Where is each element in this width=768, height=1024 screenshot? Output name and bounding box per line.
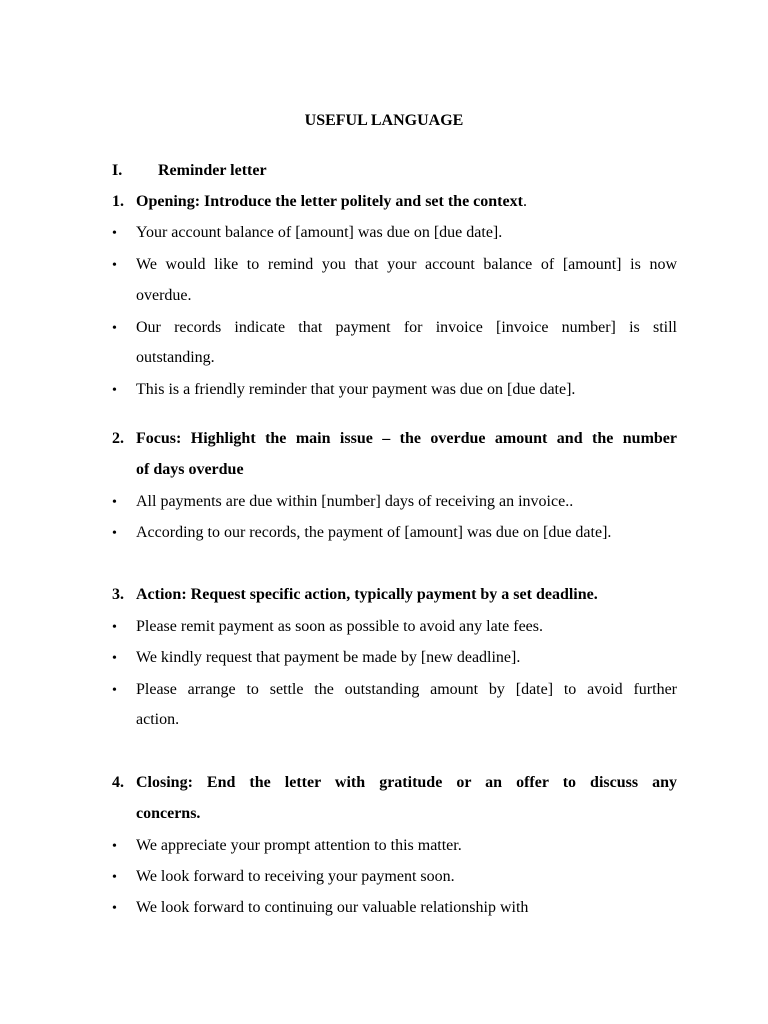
bullet-glyph: •	[112, 321, 117, 336]
item-heading-closing: Closing: End the letter with gratitude or an offer to discuss any	[136, 774, 677, 791]
list-item: We look forward to receiving your payment soon.	[136, 868, 455, 885]
bullet-glyph: •	[112, 839, 117, 854]
list-item: All payments are due within [number] days of receiving an invoice..	[136, 493, 574, 510]
opening-heading-text: Opening: Introduce the letter politely and set the context	[136, 193, 523, 210]
list-item: This is a friendly reminder that your payment was due on [due date].	[136, 381, 576, 398]
bullet-glyph: •	[112, 226, 117, 241]
list-item-continuation: overdue.	[136, 287, 192, 304]
item-number-closing: 4.	[112, 774, 124, 791]
item-heading-opening	[136, 192, 677, 212]
list-item: We would like to remind you that your account balance of [amount] is now	[136, 256, 677, 273]
list-item: We kindly request that payment be made by [new deadline].	[136, 649, 521, 666]
list-item: We look forward to continuing our valuable relationship with	[136, 899, 529, 916]
bullet-glyph: •	[112, 620, 117, 635]
list-item: Please remit payment as soon as possible to avoid any late fees.	[136, 618, 544, 635]
item-number-action: 3.	[112, 586, 124, 603]
bullet-glyph: •	[112, 901, 117, 916]
item-number-opening: 1.	[112, 193, 124, 210]
list-item-continuation: outstanding.	[136, 349, 215, 366]
bullet-glyph: •	[112, 258, 117, 273]
item-heading-action: Action: Request specific action, typically payment by a set deadline.	[136, 586, 598, 603]
section-heading	[112, 161, 267, 181]
bullet-glyph: •	[112, 383, 117, 398]
item-heading-focus: Focus: Highlight the main issue – the overdue amount and the number	[136, 430, 677, 447]
list-item: According to our records, the payment of [amount] was due on [due date].	[136, 524, 612, 541]
list-item: Our records indicate that payment for invoice [invoice number] is still	[136, 319, 677, 336]
bullet-glyph: •	[112, 870, 117, 885]
section-title: Reminder letter	[158, 162, 267, 179]
bullet-glyph: •	[112, 526, 117, 541]
item-heading-focus-continuation: of days overdue	[136, 461, 244, 478]
list-item-continuation: action.	[136, 711, 180, 728]
item-heading-closing-continuation: concerns.	[136, 805, 201, 822]
list-item: We appreciate your prompt attention to this matter.	[136, 837, 462, 854]
list-item: Please arrange to settle the outstanding amount by [date] to avoid further	[136, 681, 677, 698]
item-number-focus: 2.	[112, 430, 124, 447]
bullet-glyph: •	[112, 651, 117, 666]
opening-heading-suffix: .	[522, 193, 527, 210]
section-number: I.	[112, 162, 123, 179]
list-item: Your account balance of [amount] was due on [due date].	[136, 224, 503, 241]
page-title: USEFUL LANGUAGE	[304, 112, 464, 129]
bullet-glyph: •	[112, 495, 117, 510]
bullet-glyph: •	[112, 683, 117, 698]
